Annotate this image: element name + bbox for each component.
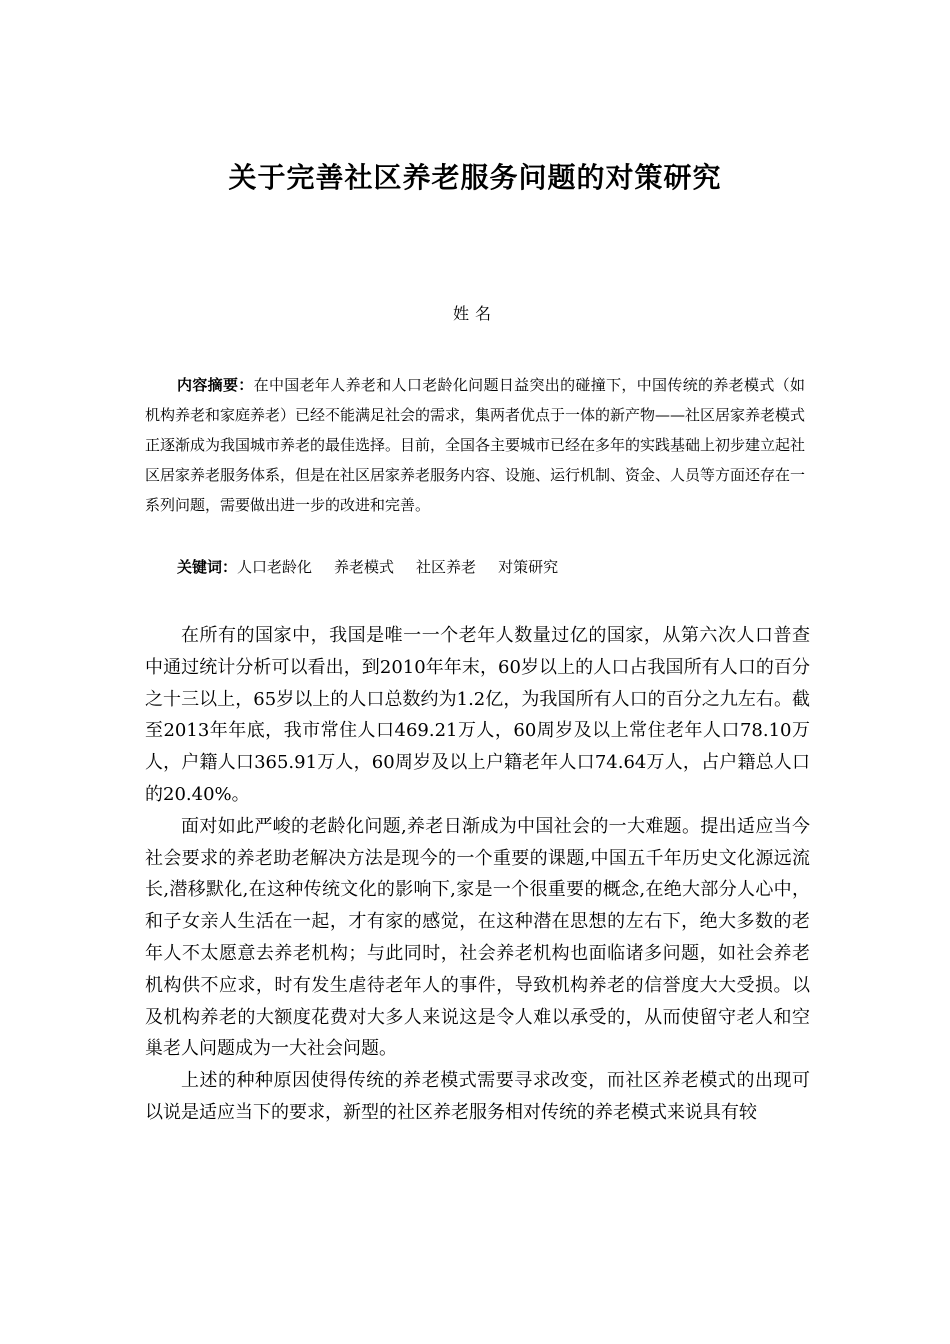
abstract-text: 在中国老年人养老和人口老龄化问题日益突出的碰撞下，中国传统的养老模式（如机构养老和家庭养老）已经不能满足社会的需求，集两者优点于一体的新产物——社区居家养老模式正逐渐成为我国城市养老的最佳选择。目前，全国各主要城市已经在多年的实践基础上初步建立起社区居家养老服务体系，但是在社区居家养老服务内容、设施、运行机制、资金、人员等方面还存在一系列问题，需要做出进一步的改进和完善。 [145,376,806,514]
body-paragraph: 在所有的国家中，我国是唯一一个老年人数量过亿的国家，从第六次人口普查中通过统计分析可以看出，到2010年年末，60岁以上的人口占我国所有人口的百分之十三以上，65岁以上的人口总数约为1.2亿，为我国所有人口的百分之九左右。截至2013年年底，我市常住人口469.21万人，60周岁及以上常住老年人口78.10万人，户籍人口365.91万人，60周岁及以上户籍老年人口74.64万人，占户籍总人口的20.40%。 [145,625,810,805]
author-name: 姓名 [452,304,497,323]
document-title: 关于完善社区养老服务问题的对策研究 [228,161,722,194]
body-text [145,620,810,1129]
body-paragraph: 上述的种种原因使得传统的养老模式需要寻求改变，而社区养老模式的出现可以说是适应当下的要求，新型的社区养老服务相对传统的养老模式来说具有较 [145,1070,810,1123]
keywords-label: 关键词： [177,558,238,576]
keywords-line [177,553,580,581]
body-paragraph: 面对如此严峻的老龄化问题,养老日渐成为中国社会的一大难题。提出适应当今社会要求的养老助老解决方法是现今的一个重要的课题,中国五千年历史文化源远流长,潜移默化,在这种传统文化的影响下,家是一个很重要的概念,在绝大部分人心中，和子女亲人生活在一起，才有家的感觉，在这种潜在思想的左右下，绝大多数的老年人不太愿意去养老机构；与此同时，社会养老机构也面临诸多问题，如社会养老机构供不应求，时有发生虐待老年人的事件，导致机构养老的信誉度大大受损。以及机构养老的大额度花费对大多人来说这是令人难以承受的，从而使留守老人和空巢老人问题成为一大社会问题。 [145,815,810,1060]
keyword: 养老模式 [334,558,395,576]
keyword: 对策研究 [498,558,559,576]
abstract [145,370,805,520]
abstract-label: 内容摘要： [177,376,254,394]
keyword: 人口老龄化 [237,558,313,576]
keyword: 社区养老 [416,558,477,576]
